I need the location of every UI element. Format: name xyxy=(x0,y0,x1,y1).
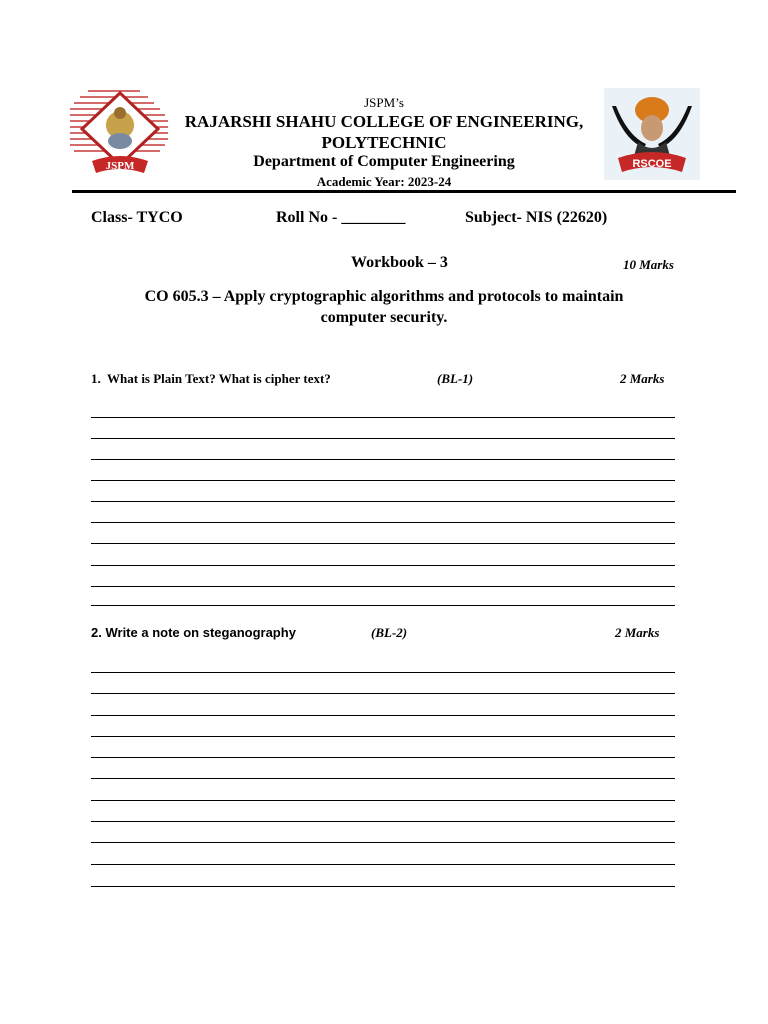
answer-line xyxy=(91,864,675,865)
answer-line xyxy=(91,605,675,606)
question-number: 1. xyxy=(91,371,101,386)
header-divider xyxy=(72,190,736,193)
answer-line xyxy=(91,480,675,481)
question-number: 2. xyxy=(91,625,102,640)
svg-text:RSCOE: RSCOE xyxy=(632,158,672,170)
question-text: Write a note on steganography xyxy=(105,625,296,640)
answer-line xyxy=(91,757,675,758)
workbook-title: Workbook – 3 xyxy=(351,254,448,271)
answer-line xyxy=(91,543,675,544)
answer-line xyxy=(91,417,675,418)
department-name: Department of Computer Engineering xyxy=(253,153,515,170)
answer-line xyxy=(91,565,675,566)
question-1 xyxy=(91,371,331,387)
answer-line xyxy=(91,715,675,716)
roll-number-field: Roll No - ________ xyxy=(276,209,406,226)
answer-line xyxy=(91,800,675,801)
question-2-marks: 2 Marks xyxy=(615,625,660,640)
answer-line xyxy=(91,586,675,587)
course-outcome-line1: CO 605.3 – Apply cryptographic algorithms and protocols to maintain xyxy=(144,288,624,305)
answer-line xyxy=(91,693,675,694)
workbook-total-marks: 10 Marks xyxy=(623,257,674,272)
college-name xyxy=(0,111,768,153)
answer-line xyxy=(91,672,675,673)
answer-line xyxy=(91,736,675,737)
course-outcome xyxy=(80,286,688,328)
subject-field: Subject- NIS (22620) xyxy=(465,209,608,226)
jspm-heading: JSPM’s xyxy=(364,95,404,110)
question-2-bloom-level: (BL-2) xyxy=(371,625,408,640)
answer-line xyxy=(91,886,675,887)
question-1-bloom-level: (BL-1) xyxy=(437,371,474,386)
answer-line xyxy=(91,821,675,822)
question-1-marks: 2 Marks xyxy=(620,371,665,386)
answer-line xyxy=(91,459,675,460)
question-2 xyxy=(91,625,296,640)
answer-line xyxy=(91,438,675,439)
svg-text:JSPM: JSPM xyxy=(105,160,135,172)
question-text: What is Plain Text? What is cipher text? xyxy=(107,371,331,386)
answer-line xyxy=(91,501,675,502)
college-name-line1: RAJARSHI SHAHU COLLEGE OF ENGINEERING, xyxy=(184,112,584,131)
college-name-line2: POLYTECHNIC xyxy=(321,133,447,152)
academic-year: Academic Year: 2023-24 xyxy=(316,174,452,189)
course-outcome-line2: computer security. xyxy=(320,309,448,326)
class-field: Class- TYCO xyxy=(91,209,183,226)
answer-line xyxy=(91,778,675,779)
answer-line xyxy=(91,842,675,843)
answer-line xyxy=(91,522,675,523)
